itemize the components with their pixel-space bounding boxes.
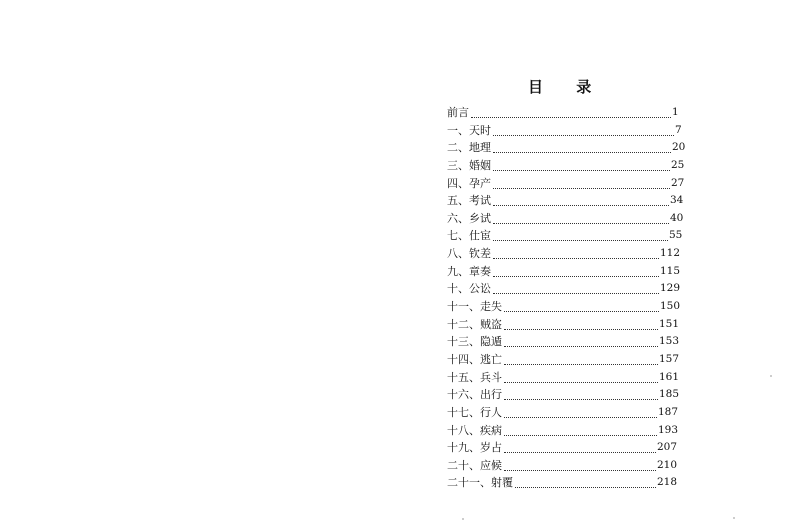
toc-entry-label: 十、公讼 [447,280,492,298]
toc-entry-label: 二十一、射覆 [447,474,514,492]
toc-entry-label: 八、钦差 [447,245,492,263]
toc-leader-dots [504,468,656,471]
toc-entry[interactable] [447,404,687,422]
toc-entry-label: 六、乡试 [447,210,492,228]
toc-entry[interactable] [447,175,687,193]
toc-entry-page-number: 157 [659,351,679,369]
toc-entry[interactable] [447,422,687,440]
toc-entry[interactable] [447,298,687,316]
toc-entry-page-number: 25 [671,157,684,175]
toc-entry-label: 一、天时 [447,122,492,140]
toc-leader-dots [471,115,671,118]
toc-title: 目 录 [528,78,606,96]
toc-entry[interactable] [447,227,687,245]
toc-entry-page-number: 7 [675,122,682,140]
scan-speck [733,517,735,519]
toc-entry-label: 五、考试 [447,192,492,210]
toc-entry-label: 二、地理 [447,139,492,157]
toc-entry-page-number: 151 [659,316,679,334]
toc-leader-dots [493,168,670,171]
toc-entry-page-number: 210 [657,457,677,475]
toc-leader-dots [493,256,659,259]
toc-entry[interactable] [447,351,687,369]
scan-speck [462,518,464,520]
toc-leader-dots [493,221,669,224]
toc-entry-label: 九、章奏 [447,263,492,281]
toc-entry[interactable] [447,333,687,351]
toc-leader-dots [504,327,658,330]
toc-leader-dots [504,309,659,312]
toc-leader-dots [504,397,658,400]
toc-entry[interactable] [447,104,687,122]
toc-entry-label: 十二、贼盗 [447,316,503,334]
toc-entry-label: 十七、行人 [447,404,503,422]
toc-leader-dots [493,203,669,206]
toc-entry[interactable] [447,210,687,228]
toc-leader-dots [504,344,658,347]
toc-entry-page-number: 34 [670,192,683,210]
toc-entry[interactable] [447,122,687,140]
toc-entry-page-number: 112 [660,245,680,263]
toc-entry-page-number: 40 [670,210,683,228]
toc-leader-dots [493,133,674,136]
toc-entry-page-number: 55 [669,227,682,245]
toc-entry-label: 十四、逃亡 [447,351,503,369]
toc-entry[interactable] [447,280,687,298]
toc-entry-label: 四、孕产 [447,175,492,193]
toc-entry[interactable] [447,369,687,387]
toc-entry-label: 十八、疾病 [447,422,503,440]
toc-entry-page-number: 27 [671,175,684,193]
toc-entry-page-number: 150 [660,298,680,316]
toc-list [447,104,687,492]
toc-entry-label: 十六、出行 [447,386,503,404]
toc-entry-label: 三、婚姻 [447,157,492,175]
toc-entry-label: 二十、应候 [447,457,503,475]
toc-entry-page-number: 187 [658,404,678,422]
toc-entry-page-number: 153 [659,333,679,351]
toc-leader-dots [515,485,656,488]
toc-entry-page-number: 161 [659,369,679,387]
toc-entry[interactable] [447,192,687,210]
toc-entry[interactable] [447,263,687,281]
toc-entry[interactable] [447,474,687,492]
toc-entry-page-number: 129 [660,280,680,298]
toc-entry[interactable] [447,386,687,404]
toc-entry[interactable] [447,457,687,475]
toc-leader-dots [493,274,659,277]
toc-leader-dots [504,450,656,453]
toc-entry[interactable] [447,245,687,263]
toc-entry-label: 十一、走失 [447,298,503,316]
toc-entry-page-number: 193 [658,422,678,440]
toc-entry[interactable] [447,439,687,457]
toc-entry-label: 十五、兵斗 [447,369,503,387]
toc-leader-dots [504,362,658,365]
toc-leader-dots [493,238,668,241]
toc-leader-dots [493,291,659,294]
toc-entry-page-number: 185 [659,386,679,404]
toc-entry[interactable] [447,139,687,157]
toc-entry-label: 前言 [447,104,470,122]
toc-entry-label: 十九、岁占 [447,439,503,457]
toc-entry-page-number: 207 [657,439,677,457]
toc-leader-dots [504,415,657,418]
toc-entry-label: 七、仕宦 [447,227,492,245]
toc-leader-dots [504,433,657,436]
toc-entry-label: 十三、隐遁 [447,333,503,351]
toc-entry-page-number: 115 [660,263,680,281]
toc-entry-page-number: 20 [672,139,685,157]
toc-entry[interactable] [447,157,687,175]
toc-leader-dots [504,380,658,383]
toc-leader-dots [493,186,670,189]
toc-entry-page-number: 218 [657,474,677,492]
toc-leader-dots [493,150,671,153]
toc-entry[interactable] [447,316,687,334]
scan-speck [770,375,772,377]
toc-entry-page-number: 1 [672,104,679,122]
